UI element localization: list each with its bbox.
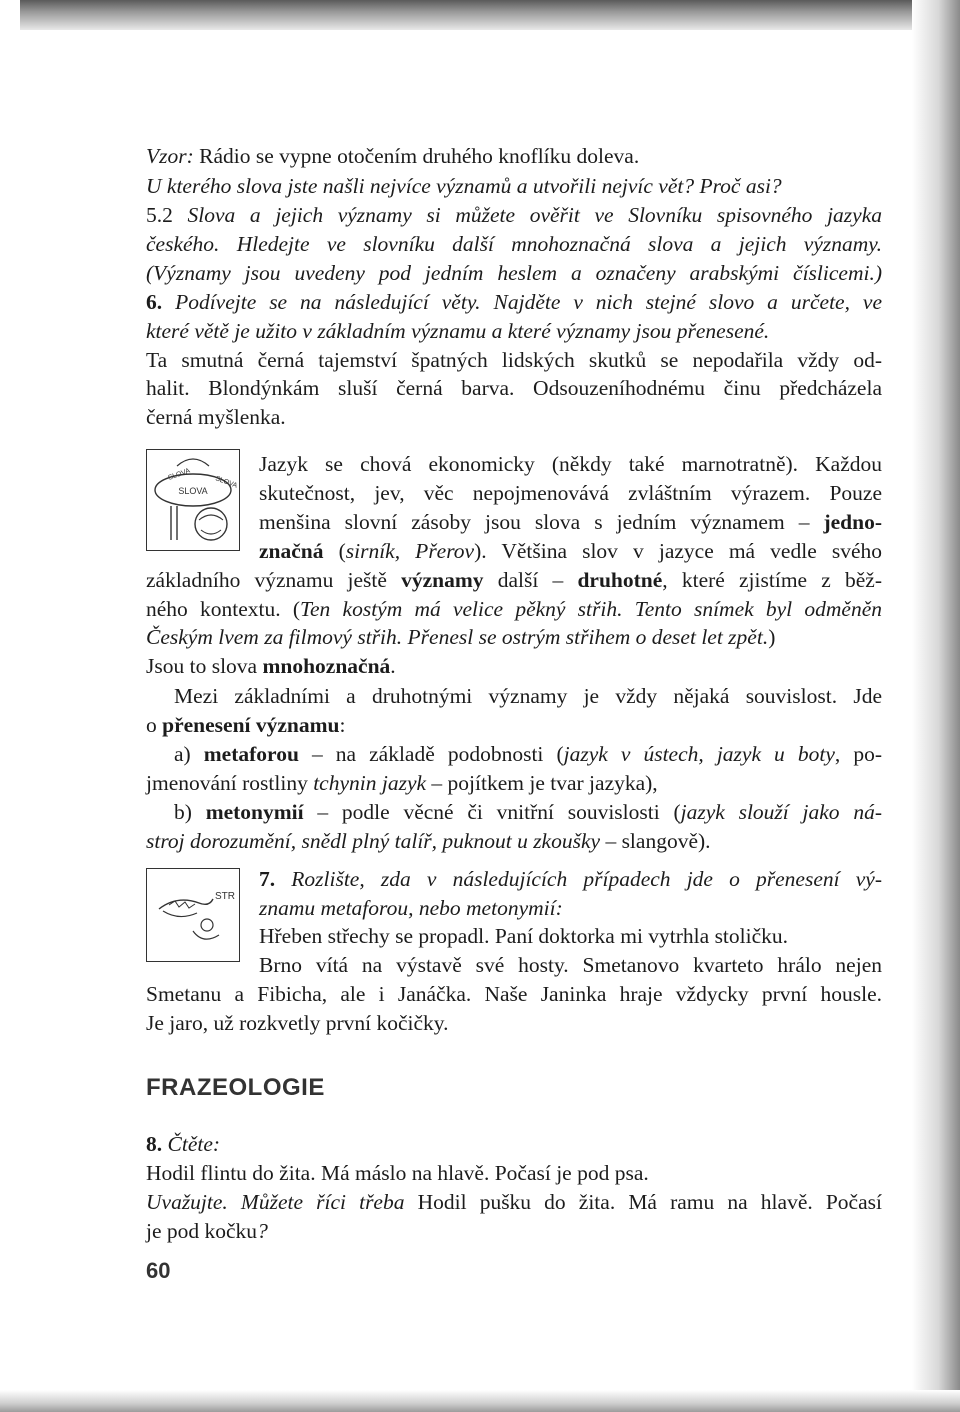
page-number: 60 (146, 1258, 171, 1283)
svg-text:SLOVA: SLOVA (214, 475, 239, 490)
paragraph-line: je pod kočku? (146, 1219, 268, 1243)
paragraph-line: Hodil flintu do žita. Má máslo na hlavě. Počasí je pod psa. (146, 1161, 649, 1185)
paragraph-line: Mezi základními a druhotnými významy je vždy nějaká souvislost. Jde (174, 684, 882, 708)
paragraph-line: Brno vítá na výstavě své hosty. Smetanovo kvarteto hrálo nejen (259, 953, 882, 977)
example-line: Vzor: Rádio se vypne otočením druhého knoflíku doleva. (146, 144, 640, 168)
paragraph-line: jmenování rostliny tchynin jazyk – pojítkem je tvar jazyka), (146, 771, 658, 795)
paragraph-line: Hřeben střechy se propadl. Paní doktorka mi vytrhla stoličku. (259, 924, 789, 948)
svg-text:SLOVA: SLOVA (178, 486, 208, 496)
task-8-line: 8. Čtěte: (146, 1132, 221, 1156)
task-question-line: U kterého slova jste našli nejvíce významů a utvořili nejvíc vět? Proč asi? (146, 174, 782, 198)
svg-text:STR: STR (215, 891, 235, 902)
task-6-line: 6. Podívejte se na následující věty. Najděte v nich stejné slovo a určete, ve (146, 290, 882, 314)
paragraph-line: (Významy jsou uvedeny pod jedním heslem a označeny arabskými číslicemi.) (146, 261, 882, 285)
paragraph-line: o přenesení významu: (146, 713, 346, 737)
paragraph-line: černá myšlenka. (146, 405, 286, 429)
paragraph-line: Smetanu a Fibicha, ale i Janáčka. Naše Janinka hraje vždycky první housle. (146, 982, 882, 1006)
task-5-2-line: 5.2 Slova a jejich významy si můžete ověřit ve Slovníku spisovného jazyka (146, 203, 882, 227)
paragraph-line: Českým lvem za filmový střih. Přenesl se ostrým střihem o deset let zpět.) (146, 625, 776, 649)
paragraph-line: menšina slovní zásoby jsou slova s jedním významem – jedno- (259, 510, 882, 534)
paragraph-line: které větě je užito v základním významu a které významy jsou přenesené. (146, 319, 770, 343)
paragraph-line: ného kontextu. (Ten kostým má velice pěkný střih. Tento snímek byl odměněn (146, 597, 882, 621)
paragraph-line: Je jaro, už rozkvetly první kočičky. (146, 1011, 449, 1035)
paragraph-line: základního významu ještě významy další – druhotné, které zjistíme z běž- (146, 568, 883, 592)
paragraph-line: Ta smutná černá tajemství špatných lidských skutků se nepodařila vždy od- (146, 348, 882, 372)
paragraph-line: a) metaforou – na základě podobnosti (jazyk v ústech, jazyk u boty, po- (174, 742, 882, 766)
paragraph-line: b) metonymií – podle věcné či vnitřní souvislosti (jazyk slouží jako ná- (174, 800, 882, 824)
svg-text:SLOVA: SLOVA (167, 467, 192, 482)
tongue-question-icon (146, 868, 240, 962)
paragraph-line: znamu metaforou, nebo metonymií: (259, 896, 563, 920)
paragraph-line: Uvažujte. Můžete říci třeba Hodil pušku do žita. Má ramu na hlavě. Počasí (146, 1190, 882, 1214)
paragraph-line: Jsou to slova mnohoznačná. (146, 654, 396, 678)
paragraph-line: halit. Blondýnkám sluší černá barva. Odsouzeníhodnému činu předcházela (146, 376, 882, 400)
paragraph-line: Jazyk se chová ekonomicky (někdy také marnotratně). Každou (259, 452, 882, 476)
section-heading: FRAZEOLOGIE (146, 1074, 325, 1101)
task-7-line: 7. Rozlište, zda v následujících případech jde o přenesení vý- (259, 867, 882, 891)
paragraph-line: značná (sirník, Přerov). Většina slov v jazyce má vedle svého (259, 539, 882, 563)
paragraph-line: skutečnost, jev, věc nepojmenovává zvláštním výrazem. Pouze (259, 481, 882, 505)
dictionary-words-icon (146, 449, 240, 551)
paragraph-line: českého. Hledejte ve slovníku další mnohoznačná slova a jejich významy. (146, 232, 882, 256)
paragraph-line: stroj dorozumění, snědl plný talíř, puknout u zkoušky – slangově). (146, 829, 711, 853)
